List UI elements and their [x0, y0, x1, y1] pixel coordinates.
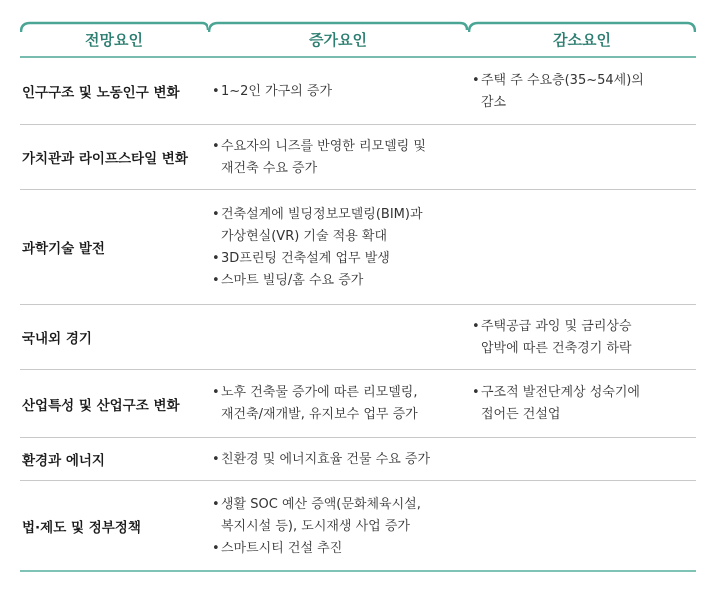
- bullet-icon: •: [472, 319, 480, 334]
- increase-cell: [208, 438, 468, 480]
- list-item-text: 건축설계에 빌딩정보모델링(BIM)과 가상현실(VR) 기술 적용 확대: [221, 207, 423, 244]
- list-item-text: 노후 건축물 증가에 따른 리모델링, 재건축/재개발, 유지보수 업무 증가: [221, 385, 418, 422]
- bullet-icon: •: [212, 251, 220, 266]
- factor-cell: 과학기술 발전: [22, 241, 105, 257]
- list-item: [212, 270, 462, 292]
- bullet-icon: •: [212, 139, 220, 154]
- list-item-text: 스마트 빌딩/홈 수요 증가: [221, 273, 364, 288]
- bullet-icon: •: [212, 273, 220, 288]
- factor-cell: 가치관과 라이프스타일 변화: [22, 151, 188, 167]
- factor-cell: 산업특성 및 산업구조 변화: [22, 397, 180, 414]
- list-item: [212, 81, 462, 103]
- header-decrease: 감소요인: [468, 20, 696, 58]
- list-item: [212, 248, 462, 270]
- factor-cell: 환경과 에너지: [22, 453, 105, 469]
- list-item-text: 스마트시티 건설 추진: [221, 541, 343, 556]
- bullet-icon: •: [472, 385, 480, 400]
- table-row: [20, 438, 696, 481]
- decrease-cell: [468, 190, 696, 304]
- bullet-icon: •: [212, 452, 220, 467]
- increase-cell: [208, 58, 468, 124]
- table-row: [20, 58, 696, 125]
- table-row: [20, 190, 696, 305]
- bullet-icon: •: [212, 385, 220, 400]
- list-item-text: 수요자의 니즈를 반영한 리모델링 및 재건축 수요 증가: [221, 139, 426, 176]
- increase-cell: [208, 481, 468, 570]
- increase-cell: [208, 190, 468, 304]
- bullet-icon: •: [212, 541, 220, 556]
- table-row: [20, 305, 696, 370]
- decrease-cell: [468, 481, 696, 570]
- list-item-text: 주택 주 수요층(35~54세)의 감소: [481, 73, 644, 110]
- list-item: [212, 494, 462, 538]
- decrease-cell: [468, 438, 696, 480]
- list-item: [212, 538, 462, 560]
- decrease-cell: [468, 125, 696, 189]
- list-item-text: 친환경 및 에너지효율 건물 수요 증가: [221, 452, 431, 467]
- increase-cell: [208, 125, 468, 189]
- bullet-icon: •: [212, 84, 220, 99]
- list-item-text: 구조적 발전단계상 성숙기에 접어든 건설업: [481, 385, 640, 422]
- list-item: [472, 382, 690, 426]
- bullet-icon: •: [472, 73, 480, 88]
- factor-cell: 법·제도 및 정부정책: [22, 519, 141, 536]
- increase-cell: [208, 370, 468, 437]
- list-item-text: 주택공급 과잉 및 금리상승 압박에 따른 건축경기 하락: [481, 319, 632, 356]
- table-row: [20, 125, 696, 190]
- factor-cell: 인구구조 및 노동인구 변화: [22, 85, 180, 101]
- list-item: [212, 449, 462, 471]
- header-factor: 전망요인: [20, 20, 208, 58]
- list-item: [212, 136, 462, 180]
- table-header: [20, 20, 696, 58]
- list-item-text: 3D프린팅 건축설계 업무 발생: [221, 251, 390, 266]
- table-row: [20, 481, 696, 572]
- bullet-icon: •: [212, 207, 220, 222]
- header-increase: 증가요인: [208, 20, 468, 58]
- table-body: [20, 58, 696, 572]
- factor-cell: 국내외 경기: [22, 331, 92, 347]
- list-item-text: 1~2인 가구의 증가: [221, 84, 333, 99]
- increase-cell: [208, 305, 468, 369]
- list-item: [212, 382, 462, 426]
- bullet-icon: •: [212, 497, 220, 512]
- table-row: [20, 370, 696, 438]
- decrease-cell: [468, 58, 696, 124]
- list-item: [472, 70, 690, 114]
- list-item: [472, 316, 690, 360]
- list-item-text: 생활 SOC 예산 증액(문화체육시설, 복지시설 등), 도시재생 사업 증가: [221, 497, 421, 534]
- factor-table: [20, 20, 696, 572]
- list-item: [212, 204, 462, 248]
- decrease-cell: [468, 305, 696, 369]
- decrease-cell: [468, 370, 696, 437]
